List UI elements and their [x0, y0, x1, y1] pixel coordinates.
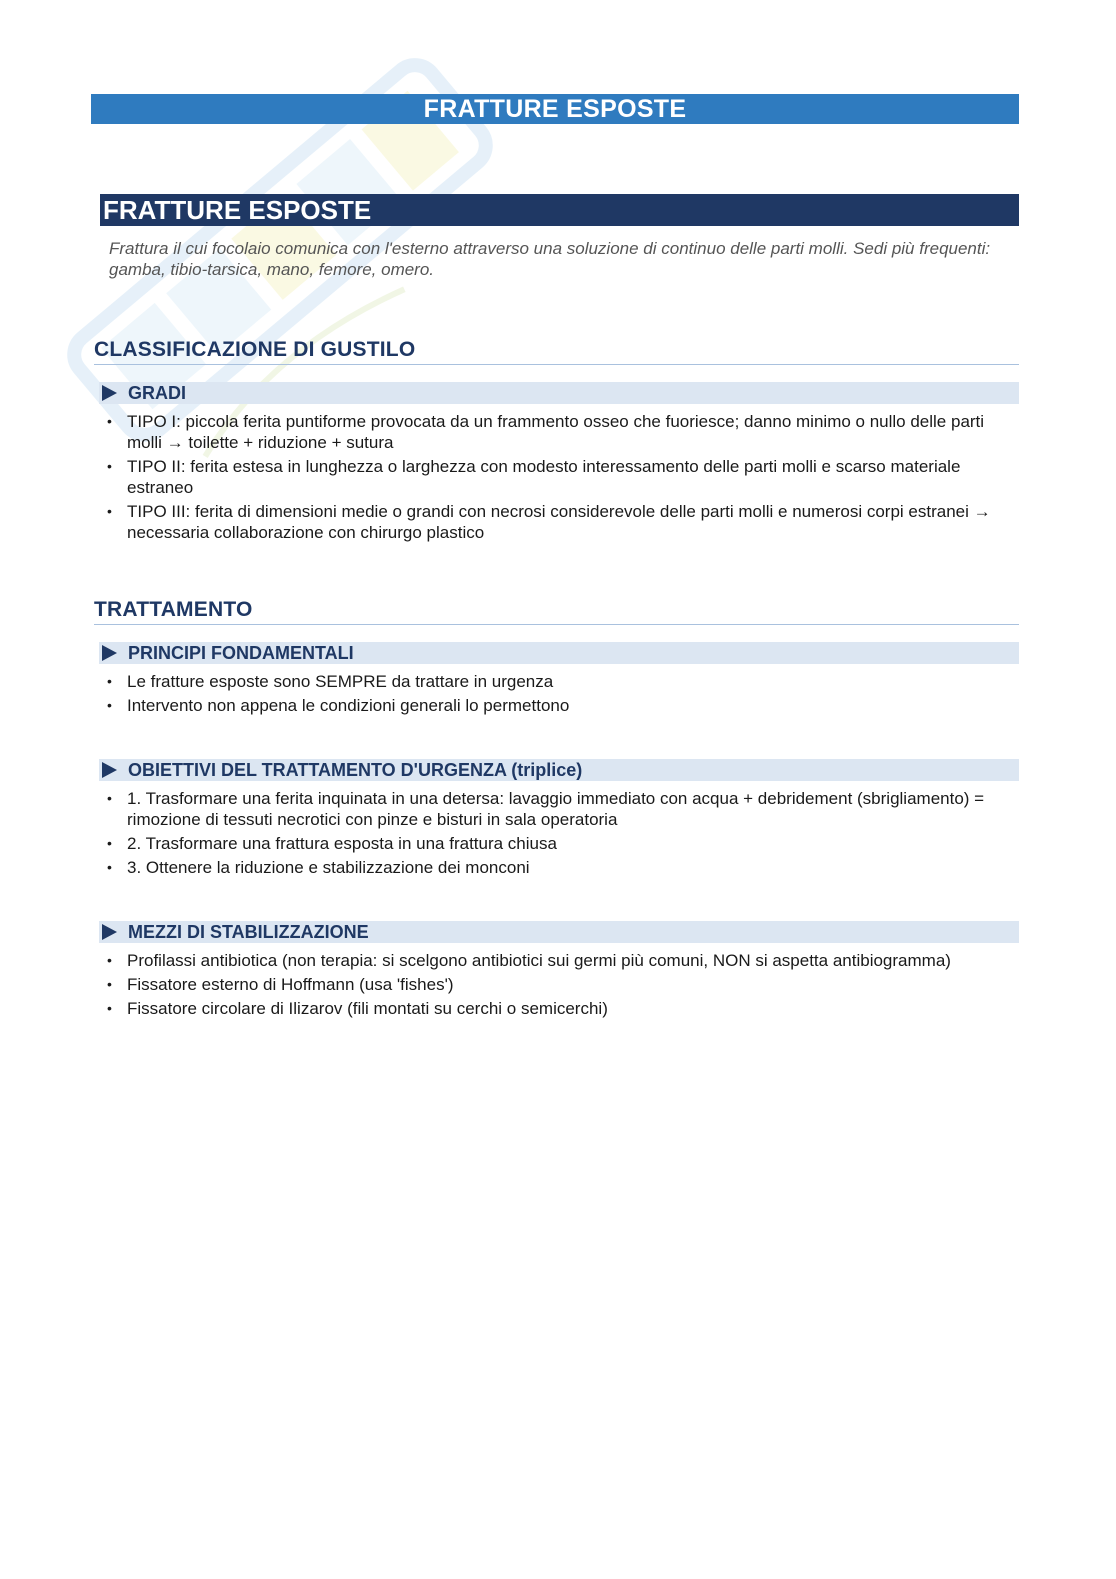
mezzi-list: [107, 950, 997, 1022]
bullet-icon: •: [107, 1000, 112, 1016]
subheading-label: PRINCIPI FONDAMENTALI: [128, 643, 354, 663]
triangle-right-icon: [102, 385, 117, 401]
bullet-icon: •: [107, 673, 112, 689]
bullet-icon: •: [107, 952, 112, 968]
page-title-banner: FRATTURE ESPOSTE: [91, 94, 1019, 124]
intro-paragraph: Frattura il cui focolaio comunica con l'esterno attraverso una soluzione di continuo delle parti molli. Sedi più frequenti: gamba, tibio-tarsica, mano, femore, omero.: [109, 239, 991, 279]
subheading-principi: [99, 642, 1019, 664]
list-item: • TIPO I: piccola ferita puntiforme provocata da un frammento osseo che fuoriesce; danno minimo o nullo delle parti molli → toilette + riduzione + sutura: [107, 412, 985, 452]
list-item: • Fissatore circolare di Ilizarov (fili montati su cerchi o semicerchi): [107, 999, 608, 1018]
list-item: • Profilassi antibiotica (non terapia: si scelgono antibiotici sui germi più comuni, NON si aspetta antibiogramma): [107, 951, 951, 970]
list-item: • 2. Trasformare una frattura esposta in una frattura chiusa: [107, 834, 557, 853]
triangle-right-icon: [102, 924, 117, 940]
bullet-icon: •: [107, 835, 112, 851]
bullet-icon: •: [107, 413, 112, 429]
bullet-icon: •: [107, 859, 112, 875]
gradi-list: [107, 411, 997, 546]
obiettivi-list: [107, 788, 997, 881]
list-item: • Intervento non appena le condizioni generali lo permettono: [107, 696, 570, 715]
subheading-label: GRADI: [128, 383, 186, 403]
subheading-obiettivi: [99, 759, 1019, 781]
bullet-icon: •: [107, 458, 112, 474]
bullet-icon: •: [107, 697, 112, 713]
bullet-icon: •: [107, 503, 112, 519]
heading-trattamento: TRATTAMENTO: [94, 598, 1019, 625]
subheading-gradi: [99, 382, 1019, 404]
principi-list: [107, 671, 997, 719]
list-item: • TIPO III: ferita di dimensioni medie o grandi con necrosi considerevole delle parti molli e numerosi corpi estranei → necessaria collaborazione con chirurgo plastico: [107, 502, 991, 542]
triangle-right-icon: [102, 762, 117, 778]
triangle-right-icon: [102, 645, 117, 661]
list-item: • Fissatore esterno di Hoffmann (usa 'fishes'): [107, 975, 454, 994]
bullet-icon: •: [107, 976, 112, 992]
subheading-mezzi: [99, 921, 1019, 943]
list-item: • 3. Ottenere la riduzione e stabilizzazione dei monconi: [107, 858, 530, 877]
heading-classificazione: CLASSIFICAZIONE DI GUSTILO: [94, 338, 1019, 365]
list-item: • Le fratture esposte sono SEMPRE da trattare in urgenza: [107, 672, 554, 691]
section-title: FRATTURE ESPOSTE: [100, 194, 1019, 226]
list-item: • TIPO II: ferita estesa in lunghezza o larghezza con modesto interessamento delle parti molli e scarso materiale estraneo: [107, 457, 961, 497]
subheading-label: MEZZI DI STABILIZZAZIONE: [128, 922, 369, 942]
subheading-label: OBIETTIVI DEL TRATTAMENTO D'URGENZA (triplice): [128, 760, 583, 780]
list-item: • 1. Trasformare una ferita inquinata in una detersa: lavaggio immediato con acqua + debridement (sbrigliamento) = rimozione di tessuti necrotici con pinze e bisturi in sala operatoria: [107, 789, 985, 829]
bullet-icon: •: [107, 790, 112, 806]
